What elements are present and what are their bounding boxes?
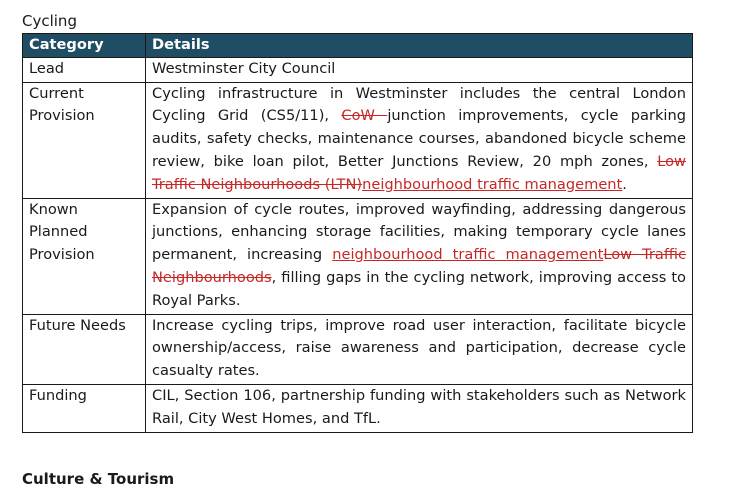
row-details <box>146 384 693 432</box>
column-header-category: Category <box>23 34 146 58</box>
detail-text: Expansion of cycle routes, improved wayfinding, addressing dangerous junctions, enhancing storage facilities, making temporary cycle lanes permanent, increasing <box>152 200 686 264</box>
row-details <box>146 198 693 314</box>
cycling-table <box>22 33 693 433</box>
column-header-details: Details <box>146 34 693 58</box>
table-row <box>23 384 693 432</box>
detail-text: Westminster City Council <box>152 59 336 77</box>
detail-text: . <box>622 175 627 193</box>
detail-text: , filling gaps in the cycling network, improving access to Royal Parks. <box>152 268 686 309</box>
row-category: Known Planned Provision <box>23 198 146 314</box>
table-row <box>23 82 693 198</box>
row-category: Lead <box>23 57 146 82</box>
deleted-text: CoW <box>341 107 388 125</box>
row-details <box>146 57 693 82</box>
table-caption: Cycling <box>22 12 77 30</box>
detail-text: junction improvements, cycle parking audits, safety checks, maintenance courses, abandoned bicycle scheme review, bike loan pilot, Better Junctions Review, 20 mph zones, <box>152 107 686 170</box>
deleted-text: Low Traffic Neighbourhoods (LTN) <box>152 152 686 193</box>
detail-text: Cycling infrastructure in Westminster includes the central London Cycling Grid (CS5/11), <box>152 84 686 125</box>
table-row <box>23 198 693 314</box>
row-details <box>146 82 693 198</box>
deleted-text: Low Traffic Neighbourhoods <box>152 246 686 286</box>
detail-text: CIL, Section 106, partnership funding with stakeholders such as Network Rail, City West Homes, and TfL. <box>152 386 686 427</box>
section-heading: Culture & Tourism <box>22 470 175 488</box>
row-category: Future Needs <box>23 314 146 384</box>
table-row <box>23 57 693 82</box>
inserted-text: neighbourhood traffic management <box>332 246 604 264</box>
table-row <box>23 314 693 384</box>
row-category: Funding <box>23 384 146 432</box>
row-category: Current Provision <box>23 82 146 198</box>
inserted-text: neighbourhood traffic management <box>362 175 623 193</box>
row-details <box>146 314 693 384</box>
detail-text: Increase cycling trips, improve road user interaction, facilitate bicycle ownership/access, raise awareness and participation, decrease cycle casualty rates. <box>152 316 686 380</box>
table-header-row <box>23 34 693 58</box>
